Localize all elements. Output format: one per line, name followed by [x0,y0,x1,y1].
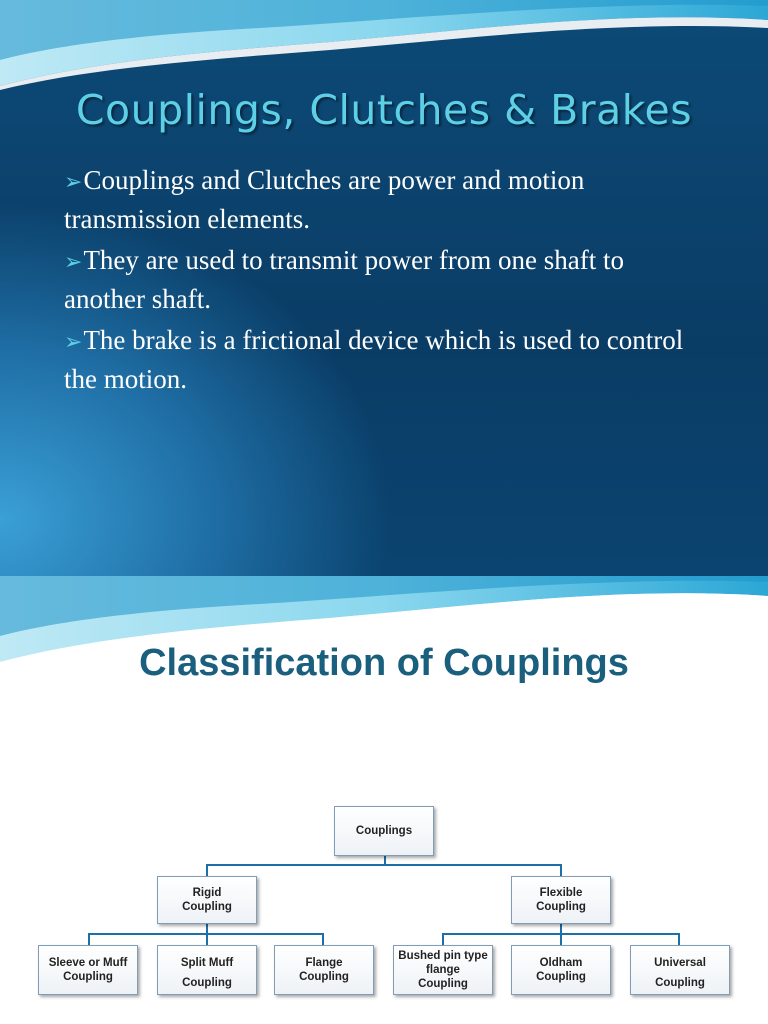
bullet-item: ➢The brake is a frictional device which is used to control the motion. [64,325,684,394]
slide-title: Couplings, Clutches & Brakes [75,86,693,134]
node-sleeve-muff-coupling: Sleeve or Muff Coupling [38,945,138,995]
node-label-top: Universal [654,957,706,969]
node-oldham-coupling: Oldham Coupling [511,945,611,995]
bullet-list [64,162,704,402]
node-label-top: Split Muff [180,957,234,969]
header-wave [0,0,768,90]
node-flexible-coupling: Flexible Coupling [511,876,611,924]
node-split-muff-coupling [157,945,257,995]
arrow-bullet-icon: ➢ [64,250,83,275]
arrow-bullet-icon: ➢ [64,170,83,195]
node-bushed-pin-coupling: Bushed pin type flange Coupling [393,945,493,995]
arrow-bullet-icon: ➢ [64,330,83,355]
node-couplings: Couplings [334,806,434,856]
node-flange-coupling: Flange Coupling [274,945,374,995]
connector-line [206,864,562,866]
bullet-item: ➢They are used to transmit power from one shaft to another shaft. [64,245,625,314]
connector-line [678,933,680,945]
slide-2-title: Classification of Couplings [139,642,629,684]
node-universal-coupling [630,945,730,995]
connector-line [442,933,444,945]
node-rigid-coupling: Rigid Coupling [157,876,257,924]
connector-line [206,864,208,876]
node-label-bottom: Coupling [655,977,705,989]
connector-line [560,933,562,945]
connector-line [560,864,562,876]
connector-line [322,933,324,945]
node-label-bottom: Coupling [182,977,232,989]
connector-line [88,933,90,945]
connector-line [206,933,208,945]
bullet-item: ➢Couplings and Clutches are power and motion transmission elements. [64,165,585,234]
